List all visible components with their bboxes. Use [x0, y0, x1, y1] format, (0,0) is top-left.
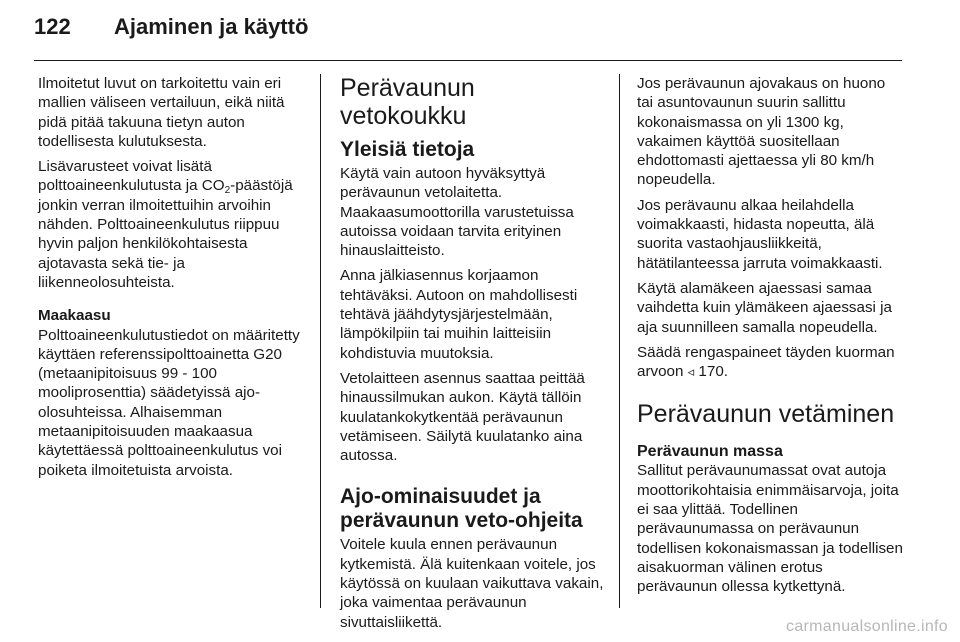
- subheading: Ajo-ominaisuudet ja perävaunun veto-ohjeita: [340, 485, 583, 533]
- subheading: Perävaunun massa: [637, 443, 783, 461]
- paragraph: Jos perävaunun ajovakaus on huono tai asuntovaunun suurin sallittu kokonaismassa on yli 1300 kg, vakaimen käyttöä suositellaan ehdottomasti ajettaessa yli 80 km/h nopeudella.: [637, 75, 886, 189]
- column-divider: [619, 74, 620, 608]
- paragraph: Ilmoitetut luvut on tarkoitettu vain eri mallien väliseen vertailuun, eikä niitä pidä pitää takuuna tietyn auton todellisesta kulutuksesta.: [38, 75, 285, 150]
- watermark: carmanualsonline.info: [786, 618, 948, 635]
- header-rule: [34, 60, 902, 61]
- chapter-title: Ajaminen ja käyttö: [114, 14, 309, 39]
- paragraph: Polttoaineenkulutustiedot on määritetty käyttäen referenssipolttoainetta G20 (metaanipitoisuus 99 - 100 mooliprosenttia) säädetyissä ajo-olosuhteissa. Alhaisemman metaanipitoisuuden maakaasua käytettäessä polttoaineenkulutus voi poiketa ilmoitetuista arvoista.: [38, 326, 300, 479]
- paragraph: Käytä vain autoon hyväksyttyä perävaunun vetolaitetta. Maakaasumoottorilla varustetuissa autoissa voidaan tarvita erityinen hinauslaitteisto.: [340, 165, 574, 260]
- paragraph: Jos perävaunu alkaa heilahdella voimakkaasti, hidasta nopeutta, älä suorita vastaohjausliikkeitä, hätätilanteessa jarruta voimakkaasti.: [637, 196, 883, 272]
- paragraph: Anna jälkiasennus korjaamon tehtäväksi. Autoon on mahdollisesti tehtävä jäähdytysjärjestelmään, lämpökilpiin tai muihin laitteisiin kohdistuvia muutoksia.: [340, 267, 578, 362]
- paragraph: Voitele kuula ennen perävaunun kytkemistä. Älä kuitenkaan voitele, jos käytössä on kuulaan vaikuttava vakain, joka vaimentaa perävaunun sivuttaisliikettä.: [340, 536, 604, 631]
- column-divider: [320, 74, 321, 608]
- section-title: Perävaunun vetokoukku: [340, 74, 475, 130]
- page-reference-link[interactable]: 170.: [694, 363, 728, 381]
- column-middle: [340, 74, 608, 638]
- page-reference-icon: ◃: [687, 365, 695, 381]
- subheading: Yleisiä tietoja: [340, 138, 475, 161]
- paragraph: Lisävarusteet voivat lisätä polttoaineenkulutusta ja $CO_2$-päästöjä jonkin verran ilmoitettuihin arvoihin nähden. Polttoaineenkulutus riippuu hyvin paljon henkilökohtaisesta ajotavasta sekä tie- ja liikenneolosuhteista.: [38, 158, 293, 291]
- page-header: [34, 14, 914, 54]
- paragraph: Sallitut perävaunumassat ovat autoja moottorikohtaisia enimmäisarvoja, joita ei saa ylittää. Todellinen perävaunumassa on perävaunun todellisen kokonaismassan ja todellisen aisakuorman välinen erotus perävaunun ollessa kytkettynä.: [637, 462, 903, 596]
- section-title: Perävaunun vetäminen: [637, 400, 895, 429]
- column-right: [637, 74, 905, 603]
- subscript: 2: [224, 185, 231, 197]
- subheading-maakaasu: Maakaasu: [38, 307, 111, 325]
- paragraph: Käytä alamäkeen ajaessasi samaa vaihdetta kuin ylämäkeen ajaessasi ja aja suunnilleen samalla nopeudella.: [637, 279, 892, 336]
- paragraph: Säädä rengaspaineet täyden kuorman arvoon ◃ 170.: [637, 343, 895, 381]
- column-left: [38, 74, 306, 486]
- paragraph: Vetolaitteen asennus saattaa peittää hinaussilmukan aukon. Käytä tällöin kuulatankokytkentää perävaunun vetämiseen. Säilytä kuulatanko aina autossa.: [340, 369, 585, 465]
- page-number: 122: [34, 14, 71, 39]
